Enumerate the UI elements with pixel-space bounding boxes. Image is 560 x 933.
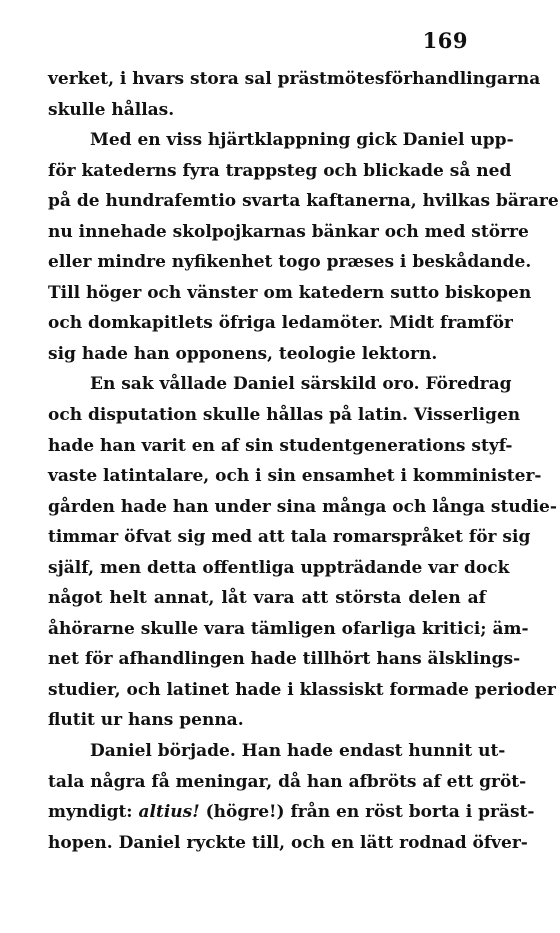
text-line: något helt annat, låt vara att största delen af [48,588,486,609]
text-fragment: myndigt: [48,802,139,823]
text-line: Till höger och vänster om katedern sutto biskopen [48,282,532,303]
text-line: vaste latintalare, och i sin ensamhet i komminister- [48,466,542,487]
text-line: åhörarne skulle vara tämligen ofarliga kritici; äm- [48,618,529,639]
page-number: 169 [422,28,468,53]
text-line: Daniel började. Han hade endast hunnit ut- [90,741,506,762]
text-line-with-italic [48,797,535,828]
text-fragment: (högre!) från en röst borta i präst- [199,802,535,823]
text-line: net för afhandlingen hade tillhört hans älsklings- [48,649,521,670]
text-line: nu innehade skolpojkarnas bänkar och med större [48,221,529,242]
text-line: studier, och latinet hade i klassiskt formade perioder [48,679,556,700]
text-line: på de hundrafemtio svarta kaftanerna, hvilkas bärare [48,191,559,212]
text-line: själf, men detta offentliga uppträdande var dock [48,557,510,578]
text-line: timmar öfvat sig med att tala romarspråket för sig [48,527,531,548]
text-line: skulle hållas. [48,99,175,120]
text-line: hade han varit en af sin studentgenerations styf- [48,435,513,456]
text-line: hopen. Daniel ryckte till, och en lätt rodnad öfver- [48,832,528,853]
text-line: flutit ur hans penna. [48,710,244,731]
text-line: och domkapitlets öfriga ledamöter. Midt framför [48,313,513,334]
text-line: Med en viss hjärtklappning gick Daniel upp- [90,130,514,151]
italic-word: altius! [138,802,200,823]
text-line: och disputation skulle hållas på latin. Visserligen [48,405,521,426]
text-line: verket, i hvars stora sal prästmötesförhandlingarna [48,69,541,89]
text-line: En sak vållade Daniel särskild oro. Föredrag [90,374,512,395]
text-line: för katederns fyra trappsteg och blickade så ned [48,160,512,181]
body-text [48,64,559,858]
text-line: gården hade han under sina många och långa studie- [48,496,557,517]
text-line: tala några få meningar, då han afbröts af ett gröt- [48,771,527,792]
text-line: eller mindre nyfikenhet togo præses i beskådande. [48,252,532,273]
text-line: sig hade han opponens, teologie lektorn. [48,343,438,364]
